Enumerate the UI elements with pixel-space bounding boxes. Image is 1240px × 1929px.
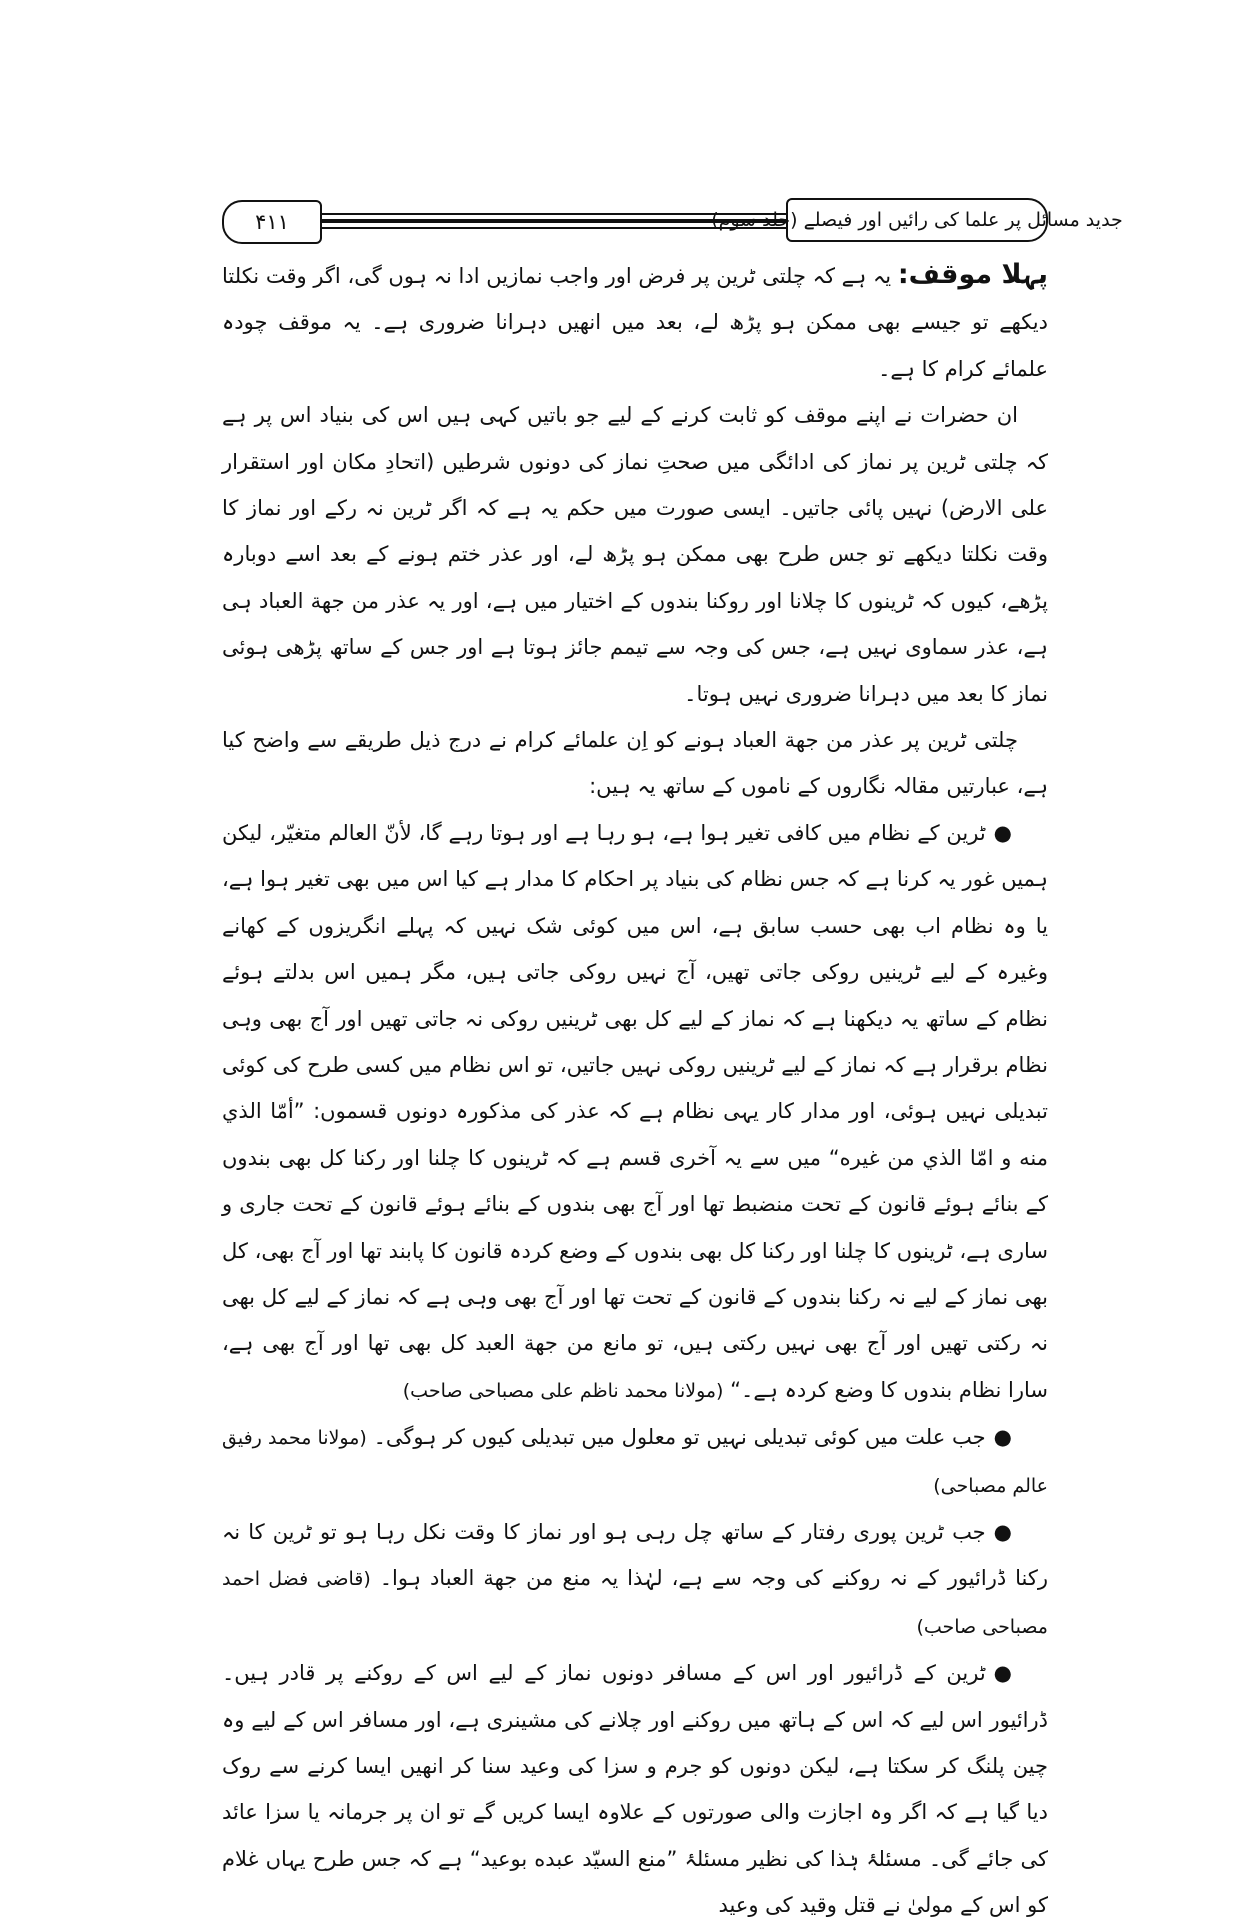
page-number: ۴۱۱ bbox=[222, 200, 322, 244]
paragraph-text: یہ ہے کہ چلتی ٹرین پر فرض اور واجب نمازیں ادا نہ ہوں گی، اگر وقت نکلتا دیکھے تو جیسے بھی ممکن ہو پڑھ لے، بعد میں انھیں دہرانا ضروری ہے۔ یہ موقف چودہ علمائے کرام کا ہے۔ bbox=[222, 264, 1048, 381]
section-heading: پہلا موقف: bbox=[897, 259, 1048, 290]
bullet-icon: ● bbox=[993, 820, 1012, 845]
list-item-text: ٹرین کے نظام میں کافی تغیر ہوا ہے، ہو رہا ہے اور ہوتا رہے گا، لأنّ العالم متغيّر، لیکن ہمیں غور یہ کرنا ہے کہ جس نظام کی بنیاد پر احکام کا مدار ہے کیا اس میں بھی تغیر ہوا ہے، یا وہ نظام اب بھی حسب سابق ہے، اس میں کوئی شک نہیں کہ پہلے انگریزوں کے کھانے وغیرہ کے لیے ٹرینیں روکی جاتی تھیں، آج نہیں روکی جاتی ہیں، مگر ہمیں اس بدلتے ہوئے نظام کے ساتھ یہ دیکھنا ہے کہ نماز کے لیے کل بھی ٹرینیں روکی نہ جاتی تھیں اور آج بھی وہی نظام برقرار ہے کہ نماز کے لیے ٹرینیں روکی نہیں جاتیں، تو اس نظام میں کسی طرح کی کوئی تبدیلی نہیں ہوئی، اور مدار کار یہی نظام ہے کہ عذر کی مذکورہ دونوں قسموں: ”أمّا الذي منه و امّا الذي من غيره“ میں سے یہ آخری قسم ہے کہ ٹرینوں کا چلنا اور رکنا کل بھی بندوں کے بنائے ہوئے قانون کے تحت منضبط تھا اور آج بھی بندوں کے بنائے ہوئے قانون کے تحت جاری و ساری ہے، ٹرینوں کا چلنا اور رکنا کل بھی بندوں کے وضع کردہ قانون کا پابند تھا اور آج بھی، کل بھی نماز کے لیے نہ رکنا بندوں کے قانون کے تحت تھا اور آج بھی وہی ہے کہ نماز کے لیے کل بھی نہ رکتی تھیں اور آج بھی نہیں رکتی ہیں، تو مانع من جهة العبد کل بھی تھا اور آج بھی ہے، سارا نظام بندوں کا وضع کردہ ہے۔“ bbox=[222, 820, 1048, 1402]
list-item-text: جب ٹرین پوری رفتار کے ساتھ چل رہی ہو اور نماز کا وقت نکل رہا ہو تو ٹرین کا نہ رکنا ڈرائیور کے نہ روکنے کی وجہ سے ہے، لہٰذا یہ منع من جهة العباد ہوا۔ bbox=[222, 1519, 1048, 1591]
paragraph-reasoning: ان حضرات نے اپنے موقف کو ثابت کرنے کے لیے جو باتیں کہی ہیں اس کی بنیاد اس پر ہے کہ چلتی ٹرین پر نماز کی ادائگی میں صحتِ نماز کی دونوں شرطیں (اتحادِ مکان اور استقرار علی الارض) نہیں پائی جاتیں۔ ایسی صورت میں حکم یہ ہے کہ اگر ٹرین نہ رکے اور نماز کا وقت نکلتا دیکھے تو جس طرح بھی ممکن ہو پڑھ لے، اور عذر ختم ہونے کے بعد اسے دوبارہ پڑھے، کیوں کہ ٹرینوں کا چلانا اور روکنا بندوں کے اختیار میں ہے، اور یہ عذر من جهة العباد ہی ہے، عذر سماوی نہیں ہے، جس کی وجہ سے تیمم جائز ہوتا ہے اور جس کے ساتھ پڑھی ہوئی نماز کا بعد میں دہرانا ضروری نہیں ہوتا۔ bbox=[222, 403, 1048, 706]
bullet-icon: ● bbox=[993, 1661, 1012, 1686]
list-item bbox=[222, 1414, 1048, 1509]
paragraph-first-position bbox=[222, 252, 1048, 392]
body-text bbox=[222, 252, 1048, 1929]
attribution: (مولانا محمد ناظم علی مصباحی صاحب) bbox=[402, 1379, 724, 1402]
running-header bbox=[222, 196, 1123, 244]
list-item bbox=[222, 1509, 1048, 1650]
list-item-text: ٹرین کے ڈرائیور اور اس کے مسافر دونوں نماز کے لیے اس کے روکنے پر قادر ہیں۔ ڈرائیور اس لیے کہ اس کے ہاتھ میں روکنے اور چلانے کی مشینری ہے، اور مسافر اس کے لیے وہ چین پلنگ کر سکتا ہے، لیکن دونوں کو جرم و سزا کی وعید سنا کر انھیں ایسا کرنے سے روک دیا گیا ہے کہ اگر وہ اجازت والی صورتوں کے علاوہ ایسا کریں گے تو ان پر جرمانہ یا سزا عائد کی جائے گی۔ مسئلۂ ہٰذا کی نظیر مسئلۂ ”منع السيّد عبده بوعيد“ ہے کہ جس طرح یہاں غلام کو اس کے مولیٰ نے قتل وقید کی وعید bbox=[222, 1661, 1048, 1918]
bullet-icon: ● bbox=[993, 1519, 1012, 1544]
list-item-text: جب علت میں کوئی تبدیلی نہیں تو معلول میں تبدیلی کیوں کر ہوگی۔ bbox=[373, 1425, 986, 1450]
bullet-icon: ● bbox=[993, 1425, 1012, 1450]
attribution: (قاضی فضل احمد مصباحی صاحب) bbox=[222, 1568, 1048, 1638]
list-item bbox=[222, 810, 1048, 1414]
book-title: جدید مسائل پر علما کی رائیں اور فیصلے (جلد سوم) bbox=[786, 198, 1048, 242]
list-item bbox=[222, 1650, 1048, 1928]
attribution: (مولانا محمد رفیق عالم مصباحی) bbox=[222, 1427, 1048, 1497]
paragraph-intro-quotes: چلتی ٹرین پر عذر من جهة العباد ہونے کو اِن علمائے کرام نے درج ذیل طریقے سے واضح کیا ہے، عبارتیں مقالہ نگاروں کے ناموں کے ساتھ یہ ہیں: bbox=[222, 728, 1048, 799]
